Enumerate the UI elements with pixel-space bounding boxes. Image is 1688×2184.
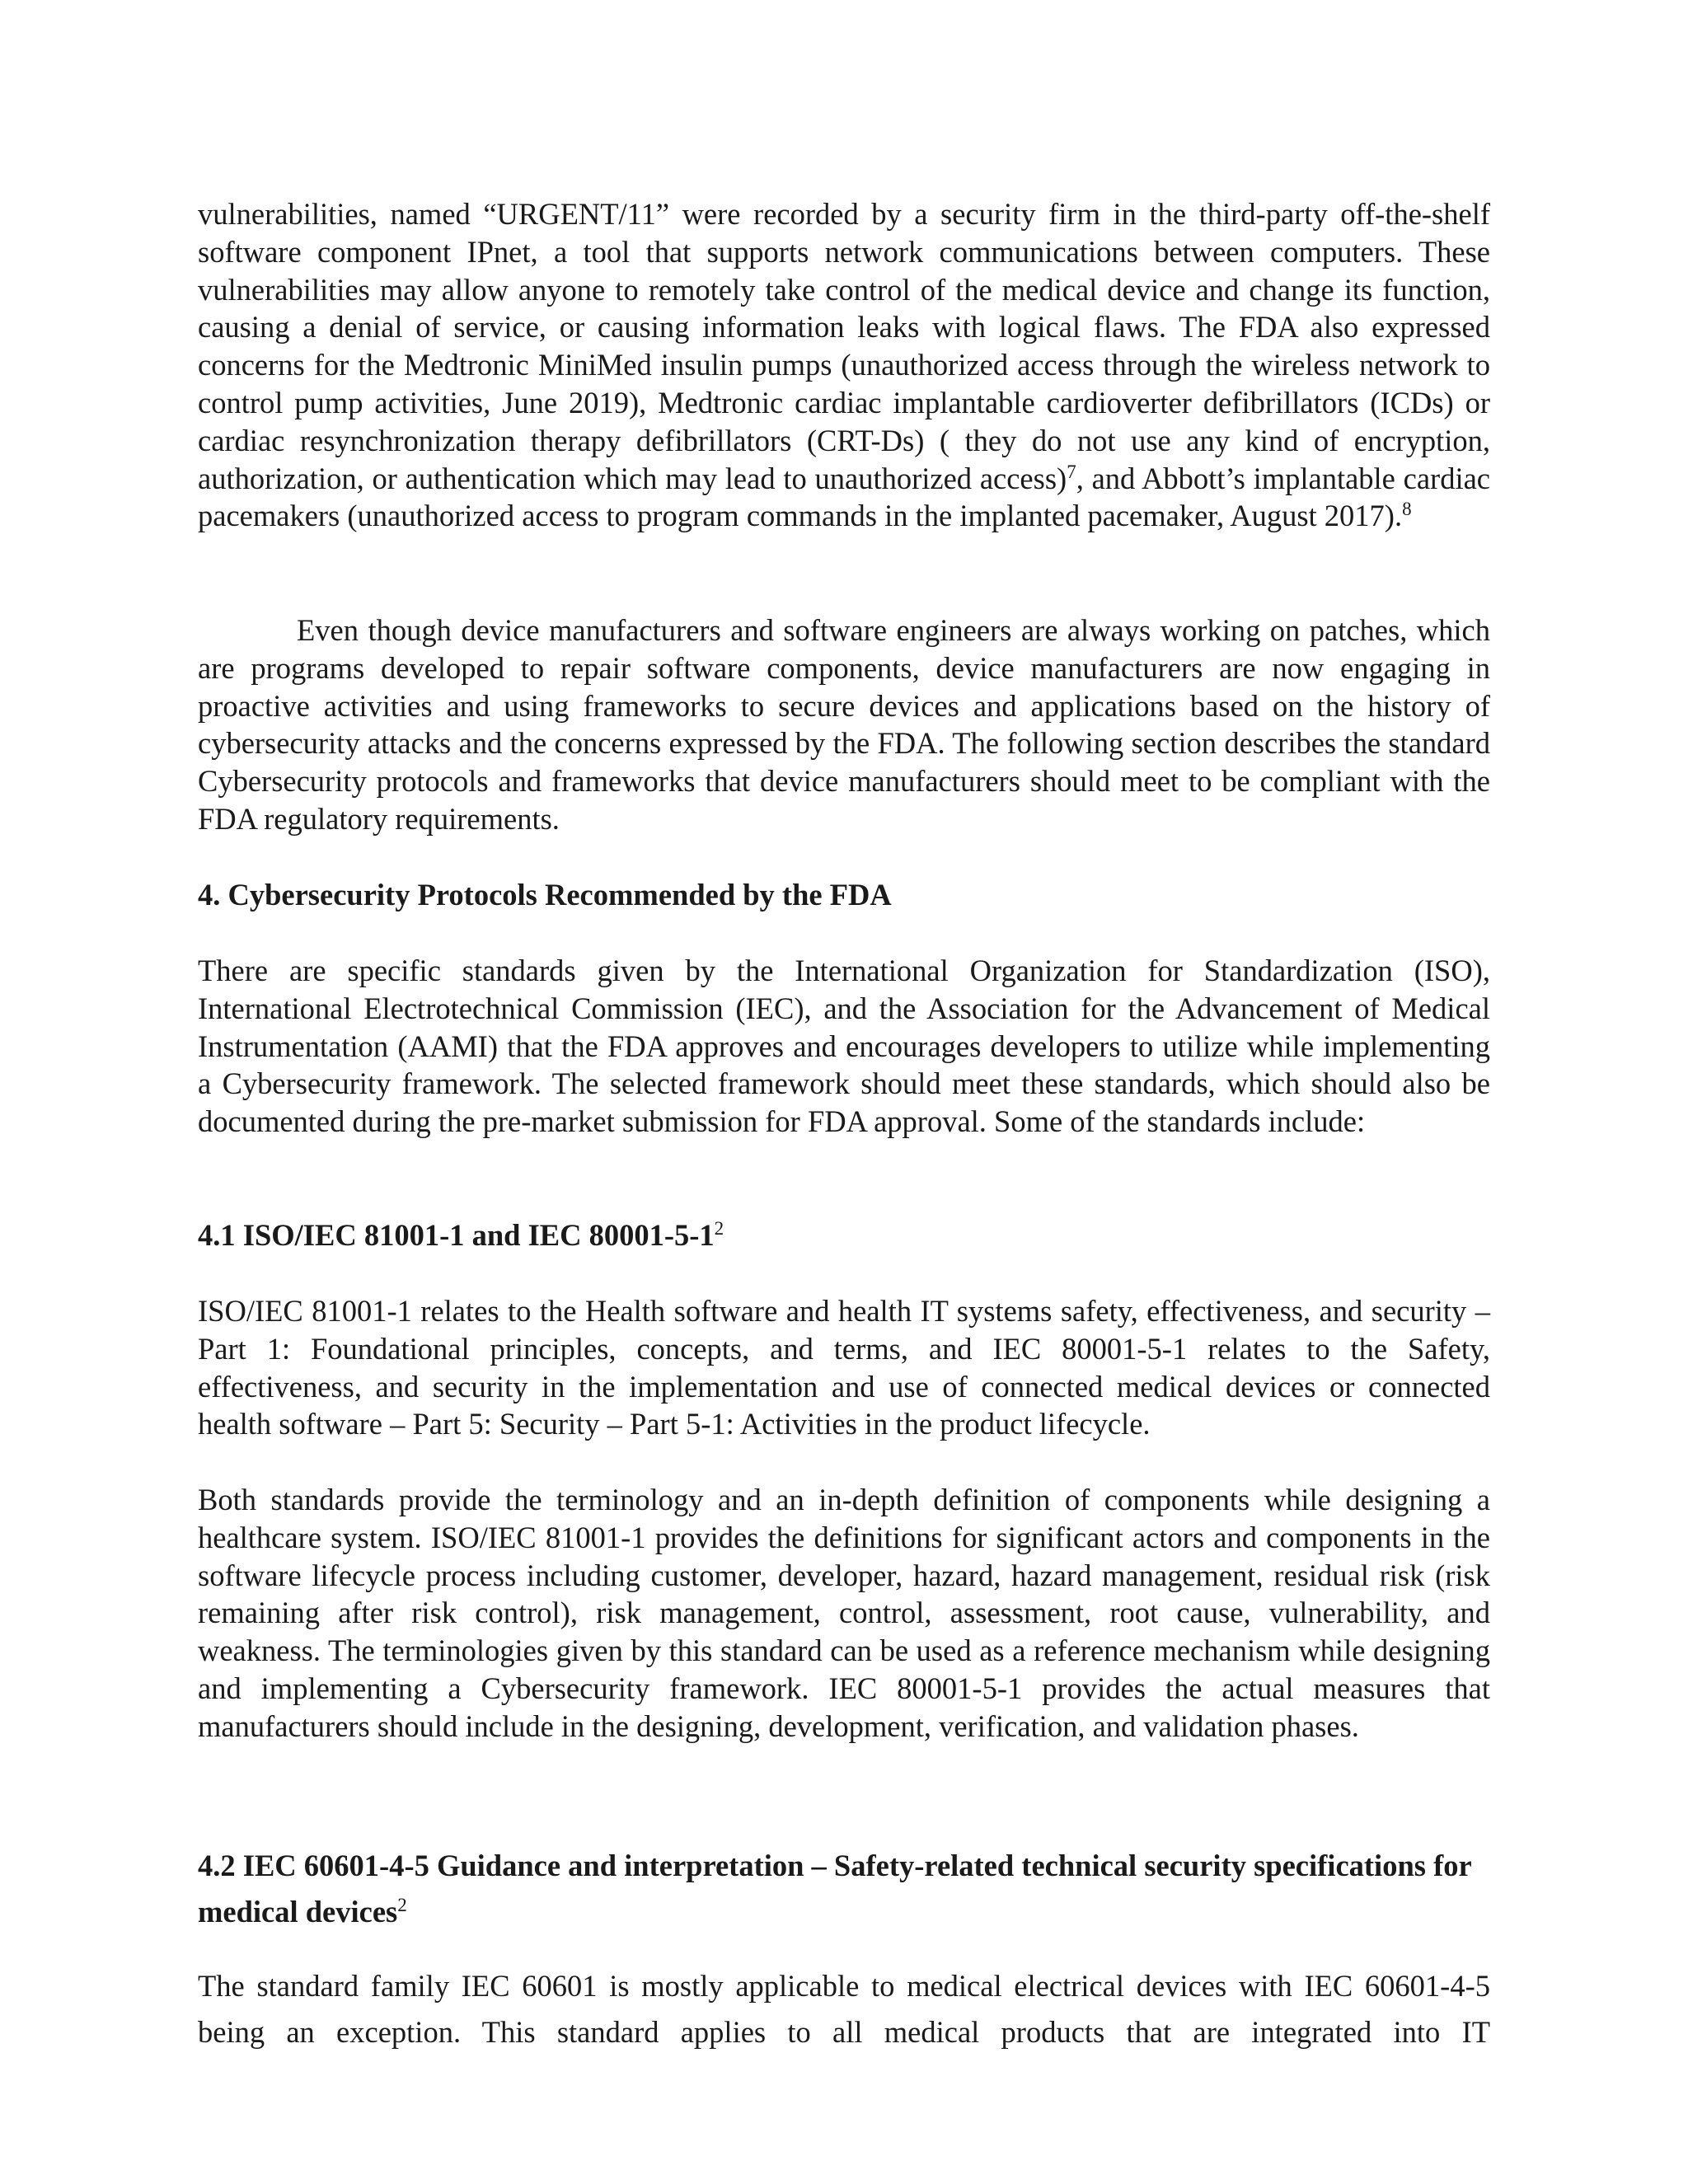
paragraph-text: , and Abbott’s implantable cardiac pacemakers (unauthorized access to program commands in the implanted pacemaker, August 2017).	[198, 461, 1491, 533]
heading-text: 4.2 IEC 60601-4-5 Guidance and interpretation – Safety-related technical security specifications for medical devices	[198, 1849, 1472, 1929]
paragraph-text: vulnerabilities, named “URGENT/11” were recorded by a security firm in the third-party off-the-shelf software component IPnet, a tool that supports network communications between computers. These vulnerabilities may allow anyone to remotely take control of the medical device and change its function, causing a denial of service, or causing information leaks with logical flaws. The FDA also expressed concerns for the Medtronic MiniMed insulin pumps (unauthorized access through the wireless network to control pump activities, June 2019), Medtronic cardiac implantable cardioverter defibrillators (ICDs) or cardiac resynchronization therapy defibrillators (CRT-Ds) ( they do not use any kind of encryption, authorization, or authentication which may lead to unauthorized access)	[198, 197, 1490, 495]
paragraph-patches: Even though device manufacturers and software engineers are always working on patches, which are programs developed to repair software components, device manufacturers are now engaging in proactive activities and using frameworks to secure devices and applications based on the history of cybersecurity attacks and the concerns expressed by the FDA. The following section describes the standard Cybersecurity protocols and frameworks that device manufacturers should meet to be compliant with the FDA regulatory requirements.	[198, 613, 1490, 836]
paragraph-standards-intro: There are specific standards given by the International Organization for Standardization (ISO), International Electrotechnical Commission (IEC), and the Association for the Advancement of Medical Instrumentation (AAMI) that the FDA approves and encourages developers to utilize while implementing a Cybersecurity framework. The selected framework should meet these standards, which should also be documented during the pre-market submission for FDA approval. Some of the standards include:	[198, 954, 1490, 1139]
footnote-ref: 2	[397, 1894, 407, 1915]
footnote-ref: 7	[1067, 461, 1076, 482]
section-heading-4-2	[198, 1843, 1490, 1935]
paragraph-iso-iec-definition: ISO/IEC 81001-1 relates to the Health software and health IT systems safety, effectiveness, and security – Part 1: Foundational principles, concepts, and terms, and IEC 80001-5-1 relates to the Safety, effectiveness, and security in the implementation and use of connected medical devices or connected health software – Part 5: Security – Part 5-1: Activities in the product lifecycle.	[198, 1294, 1490, 1441]
heading-text: 4.1 ISO/IEC 81001-1 and IEC 80001-5-1	[198, 1218, 715, 1252]
paragraph-urgent11-vulnerabilities	[198, 195, 1490, 535]
section-heading-4: 4. Cybersecurity Protocols Recommended by the FDA	[198, 878, 892, 912]
section-heading-4-1	[198, 1216, 1490, 1254]
footnote-ref: 2	[714, 1217, 724, 1239]
paragraph-terminology: Both standards provide the terminology and an in-depth definition of components while designing a healthcare system. ISO/IEC 81001-1 provides the definitions for significant actors and components in the software lifecycle process including customer, developer, hazard, hazard management, residual risk (risk remaining after risk control), risk management, control, assessment, root cause, vulnerability, and weakness. The terminologies given by this standard can be used as a reference mechanism while designing and implementing a Cybersecurity framework. IEC 80001-5-1 provides the actual measures that manufacturers should include in the designing, development, verification, and validation phases.	[198, 1483, 1490, 1743]
paragraph-iec-60601: The standard family IEC 60601 is mostly applicable to medical electrical devices with IEC 60601-4-5 being an exception. This standard applies to all medical products that are integrated into IT	[198, 1969, 1490, 2049]
footnote-ref: 8	[1402, 499, 1412, 520]
